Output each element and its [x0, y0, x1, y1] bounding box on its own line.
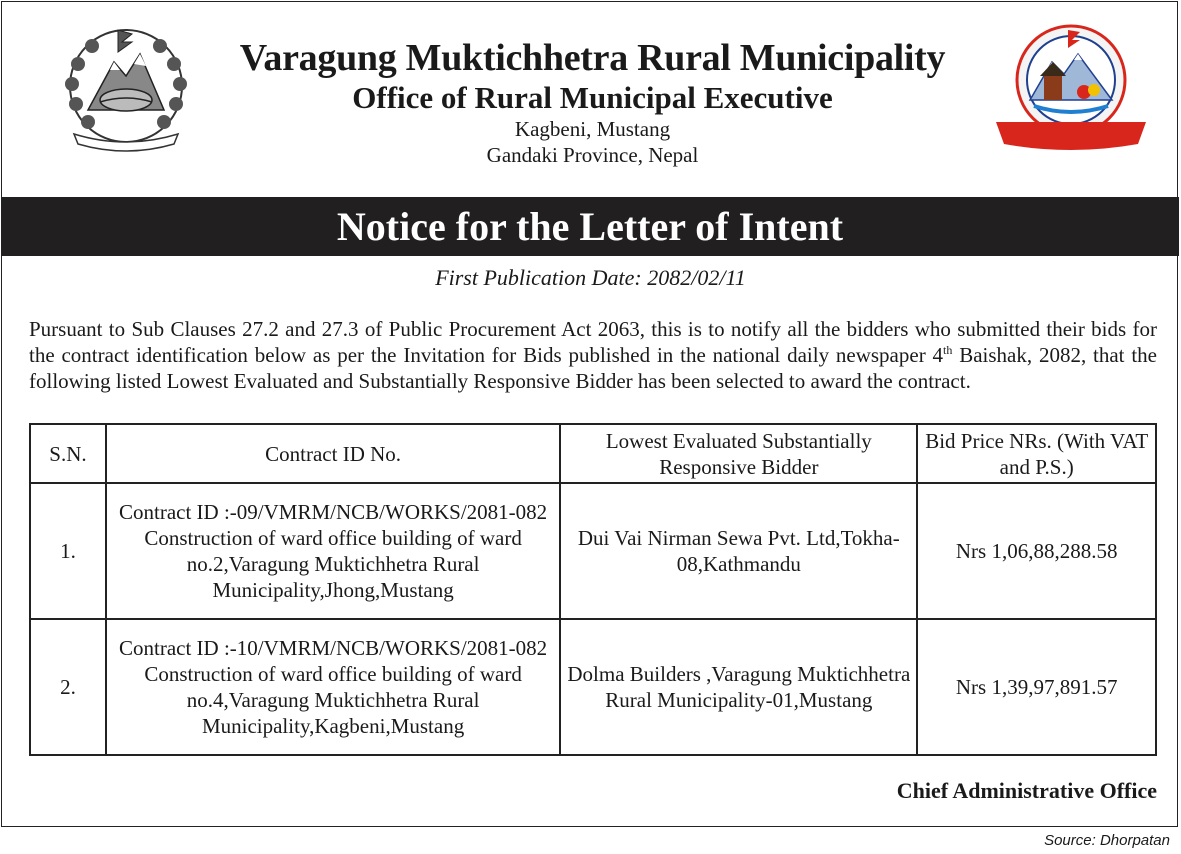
table-header-row — [30, 424, 1156, 483]
address-line-1: Kagbeni, Mustang — [514, 117, 671, 141]
municipality-name: Varagung Muktichhetra Rural Municipality — [239, 37, 946, 79]
row-sn: 1. — [30, 483, 106, 619]
office-name: Office of Rural Municipal Executive — [352, 80, 833, 115]
row-bidder: Dui Vai Nirman Sewa Pvt. Ltd,Tokha-08,Kathmandu — [560, 483, 917, 619]
address-line-2: Gandaki Province, Nepal — [486, 143, 699, 167]
intro-ordinal-suffix: th — [943, 343, 953, 357]
intro-paragraph — [29, 316, 1157, 394]
header-sn: S.N. — [30, 424, 106, 483]
table-row — [30, 619, 1156, 755]
source-credit: Source: Dhorpatan — [1044, 832, 1170, 849]
table-row — [30, 483, 1156, 619]
row-sn: 2. — [30, 619, 106, 755]
intro-text-end: Baishak, 2082, that the following listed Lowest Evaluated and Substantially Responsive Bidder has been selected to award the contract. — [29, 343, 1157, 393]
signatory: Chief Administrative Office — [896, 778, 1157, 803]
notice-title-banner: Notice for the Letter of Intent — [1, 197, 1179, 256]
header-contract-id: Contract ID No. — [106, 424, 560, 483]
row-bid-price: Nrs 1,39,97,891.57 — [917, 619, 1156, 755]
letterhead — [200, 36, 985, 168]
row-contract-id: Contract ID :-09/VMRM/NCB/WORKS/2081-082 Construction of ward office building of ward no.2,Varagung Muktichhetra Rural Municipality,Jhong,Mustang — [106, 483, 560, 619]
header-bidder: Lowest Evaluated Substantially Responsive Bidder — [560, 424, 917, 483]
loi-table — [29, 423, 1157, 756]
row-contract-id: Contract ID :-10/VMRM/NCB/WORKS/2081-082 Construction of ward office building of ward no.4,Varagung Muktichhetra Rural Municipality,Kagbeni,Mustang — [106, 619, 560, 755]
municipality-logo-icon — [990, 22, 1152, 152]
nepal-government-emblem-icon — [52, 24, 200, 154]
row-bid-price: Nrs 1,06,88,288.58 — [917, 483, 1156, 619]
header-bid-price: Bid Price NRs. (With VAT and P.S.) — [917, 424, 1156, 483]
publication-date: First Publication Date: 2082/02/11 — [435, 265, 746, 290]
intro-text-start: Pursuant to Sub Clauses 27.2 and 27.3 of Public Procurement Act 2063, this is to notify all the bidders who submitted their bids for the contract identification below as per the Invitation for Bids published in the national daily newspaper 4 — [29, 317, 1157, 367]
row-bidder: Dolma Builders ,Varagung Muktichhetra Rural Municipality-01,Mustang — [560, 619, 917, 755]
